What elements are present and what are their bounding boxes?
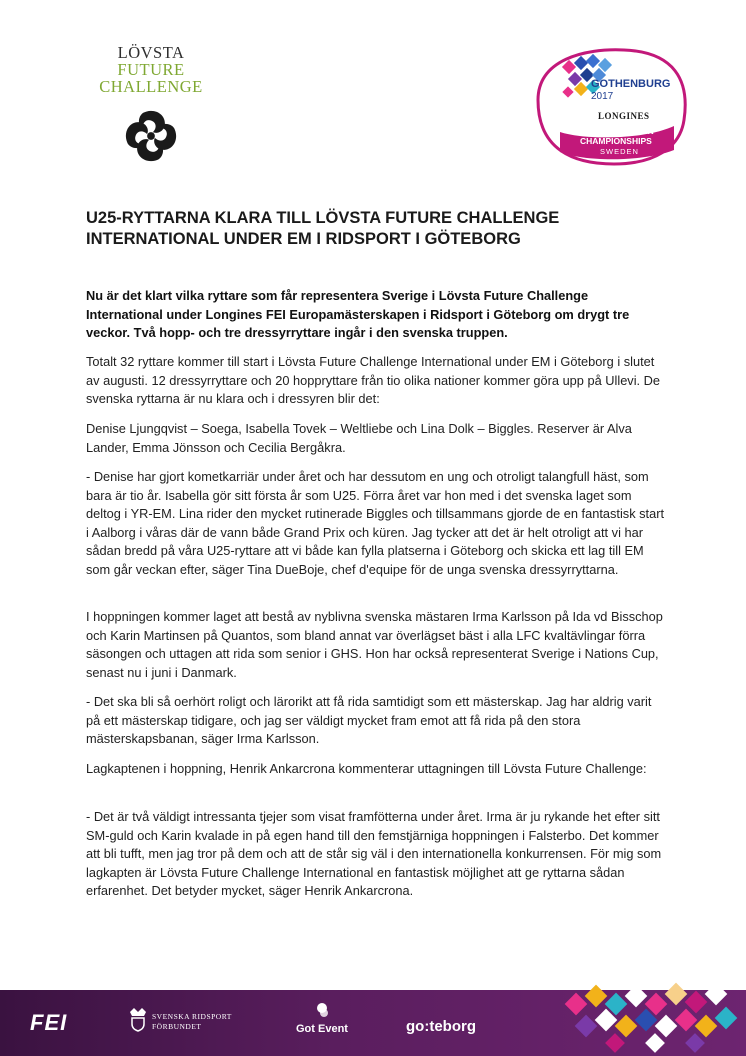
triskelion-emblem-icon xyxy=(122,107,180,165)
article-lead: Nu är det klart vilka ryttare som får representera Sverige i Lövsta Future Challenge International under Longines FEI Europamästerskapen i Ridsport i Göteborg om drygt tre veckor. Två hopp- och tre dressyrryttare ingår i den svenska truppen. xyxy=(86,288,630,340)
em-logo-city: GOTHENBURG xyxy=(591,78,671,90)
got-event-logo: Got Event xyxy=(296,1023,348,1035)
mosaic-pattern-graphic xyxy=(548,982,746,1056)
ridsport-logo-line-2: FÖRBUNDET xyxy=(152,1022,202,1031)
paragraph-5: - Det ska bli så oerhört roligt och lärorikt att få rida samtidigt som ett mästerskap. Jag har aldrig varit på ett mästerskap tidigare, och jag ser väldigt mycket fram emot att få rida på den stora mästerskapsbanan, säger Irma Karlsson. xyxy=(86,694,652,746)
lovsta-logo-line-1: LÖVSTA xyxy=(117,43,185,62)
sponsor-footer-bar xyxy=(0,990,746,1056)
em-logo-year: 2017 xyxy=(591,91,614,102)
headline-line-2: INTERNATIONAL UNDER EM I RIDSPORT I GÖTEBORG xyxy=(86,230,521,248)
lovsta-future-challenge-logo xyxy=(86,44,216,165)
goteborg-logo: go:teborg xyxy=(406,1018,476,1035)
ridsport-logo-line-1: SVENSKA RIDSPORT xyxy=(152,1012,232,1021)
paragraph-3: - Denise har gjort kometkarriär under året och har dessutom en ung och otroligt talangfull häst, som bara är tio år. Isabella gör sitt första år som U25. Förra året var hon med i det svenska laget som deltog i YR-EM. Lina rider den mycket rutinerade Biggles och tillsammans gjorde de en fantastisk start i Aalborg i våras där de vann både Grand Prix och küren. Jag tycker att det är helt otroligt att vi har sådan bredd på våra U25-ryttare att vi både kan fylla platserna i Göteborg och skicka ett lag till EM som går veckan efter, säger Tina DueBoje, chef d'equipe för de unga svenska dressyrryttarna. xyxy=(86,469,665,577)
em-logo-sponsor: LONGINES xyxy=(598,111,650,121)
ridsport-crown-icon xyxy=(128,1006,148,1032)
lovsta-logo-line-2: FUTURE xyxy=(117,60,185,79)
paragraph-6: Lagkaptenen i hoppning, Henrik Ankarcrona kommenterar uttagningen till Lövsta Future Challenge: xyxy=(86,761,647,776)
article-headline xyxy=(86,208,666,250)
em-logo-fei-line: FEI EUROPEAN xyxy=(590,126,654,136)
paragraph-7: - Det är två väldigt intressanta tjejer som visat framfötterna under året. Irma är ju rykande het efter sitt SM-guld och Karin kvalade in på egen hand till den femstjärniga hoppningen i Falsterbo. Det kommer att bli tufft, men jag tror på dem och att de står sig väl i den internationella konkurrensen. För mig som lagkapten är Lövsta Future Challenge International en fantastisk möjlighet att ge ryttarna sådan erfarenhet. Det betyder mycket, säger Henrik Ankarcrona. xyxy=(86,809,662,898)
em-logo-country: SWEDEN xyxy=(600,147,639,156)
headline-line-1: U25-RYTTARNA KLARA TILL LÖVSTA FUTURE CHALLENGE xyxy=(86,209,560,227)
fei-logo: FEI xyxy=(30,1010,68,1035)
paragraph-1: Totalt 32 ryttare kommer till start i Lövsta Future Challenge International under EM i Göteborg i slutet av augusti. 12 dressyrryttare och 20 hoppryttare från tio olika nationer kommer göra upp på Ullevi. De svenska ryttarna är nu klara och i dressyren blir det: xyxy=(86,354,661,406)
lovsta-logo-line-3: CHALLENGE xyxy=(99,77,203,96)
paragraph-2: Denise Ljungqvist – Soega, Isabella Tovek – Weltliebe och Lina Dolk – Biggles. Reserver är Alva Lander, Emma Jönsson och Cecilia Bergåkra. xyxy=(86,421,632,455)
gothenburg-2017-em-logo xyxy=(524,40,694,170)
em-logo-event-line: CHAMPIONSHIPS xyxy=(580,136,652,146)
got-event-swirl-icon xyxy=(315,1002,329,1018)
paragraph-4: I hoppningen kommer laget att bestå av nyblivna svenska mästaren Irma Karlsson på Ida vd Bisschop och Karin Martinsen på Quantos, som bland annat var överlägset bäst i alla LFC kvaltävlingar förra säsongen och uttagen att rida som senior i GHS. Hon har också representerat Sverige i Nations Cup, senast nu i juni i Danmark. xyxy=(86,609,663,680)
